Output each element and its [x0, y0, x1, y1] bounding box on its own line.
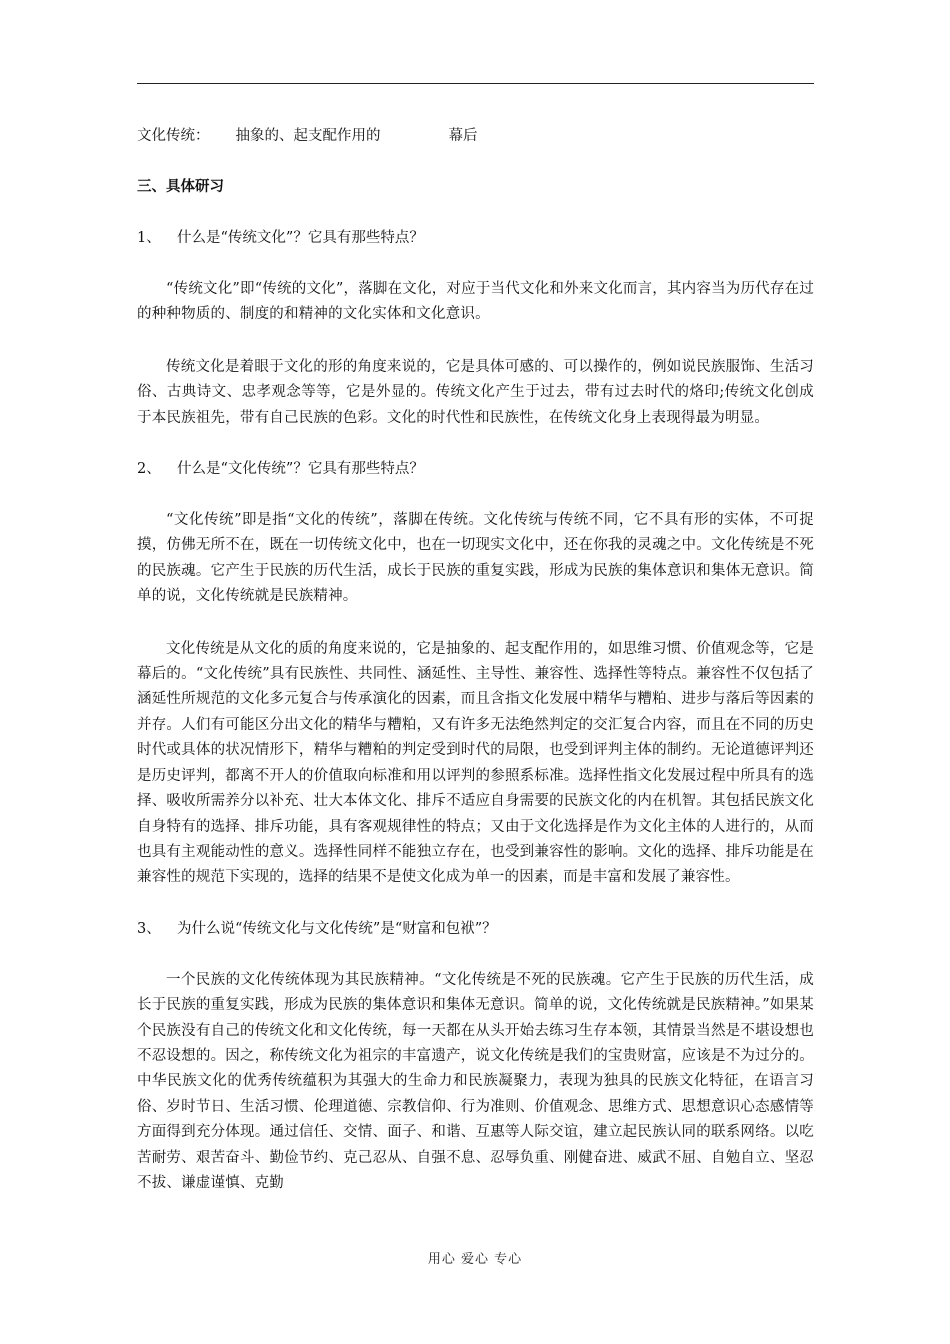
question-text: 什么是“传统文化”？它具有那些特点？: [177, 230, 424, 246]
question-number: 1、: [137, 230, 161, 246]
question-text: 什么是“文化传统”？它具有那些特点？: [177, 461, 424, 478]
question-1: [137, 226, 814, 251]
document-body: [137, 124, 814, 1196]
question-text: 为什么说“传统文化与文化传统”是“财富和包袱”？: [177, 920, 497, 937]
paragraph-cultural-tradition-definition: “文化传统”即是指“文化的传统”，落脚在传统。文化传统与传统不同，它不具有形的实体，不可捉摸，仿佛无所不在，既在一切传统文化中，也在一切现实文化中，还在你我的灵魂之中。文化传统是不死的民族魂。它产生于民族的历代生活，成长于民族的重复实践，形成为民族的集体意识和集体无意识。简单的说，文化传统就是民族精神。: [137, 512, 814, 605]
summary-label: 文化传统：: [137, 128, 210, 144]
question-number: 2、: [137, 461, 161, 478]
paragraph-wealth-and-burden: 一个民族的文化传统体现为其民族精神。“文化传统是不死的民族魂。它产生于民族的历代生活，成长于民族的重复实践，形成为民族的集体意识和集体无意识。简单的说，文化传统就是民族精神。”如果某个民族没有自己的传统文化和文化传统，每一天都在从头开始去练习生存本领，其情景当然是不堪设想也不忍设想的。因之，称传统文化为祖宗的丰富遗产，说文化传统是我们的宝贵财富，应该是不为过分的。中华民族文化的优秀传统蕴积为其强大的生命力和民族凝聚力，表现为独具的民族文化特征，在语言习俗、岁时节日、生活习惯、伦理道德、宗教信仰、行为准则、价值观念、思维方式、思想意识心态感情等方面得到充分体现。通过信任、交情、面子、和谐、互惠等人际交谊，建立起民族认同的联系网络。以吃苦耐劳、艰苦奋斗、勤俭节约、克己忍从、自强不息、忍辱负重、刚健奋进、威武不屈、自勉自立、坚忍不拔、谦虚谨慎、克勤: [137, 971, 814, 1191]
question-3: [137, 917, 814, 942]
header-rule: [137, 83, 814, 84]
question-number: 3、: [137, 920, 161, 937]
paragraph-traditional-culture-definition: “传统文化”即“传统的文化”，落脚在文化，对应于当代文化和外来文化而言，其内容当为历代存在过的种种物质的、制度的和精神的文化实体和文化意识。: [137, 281, 814, 323]
summary-desc: 抽象的、起支配作用的: [235, 128, 381, 144]
summary-position: 幕后: [448, 128, 478, 144]
question-2: [137, 457, 814, 482]
paragraph-traditional-culture-features: 传统文化是着眼于文化的形的角度来说的，它是具体可感的、可以操作的，例如说民族服饰、生活习俗、古典诗文、忠孝观念等等，它是外显的。传统文化产生于过去，带有过去时代的烙印;传统文化创成于本民族祖先，带有自己民族的色彩。文化的时代性和民族性，在传统文化身上表现得最为明显。: [137, 358, 814, 426]
summary-line: [137, 124, 814, 149]
section-title: 三、具体研习: [137, 179, 224, 195]
paragraph-cultural-tradition-features: 文化传统是从文化的质的角度来说的，它是抽象的、起支配作用的，如思维习惯、价值观念等，它是幕后的。“文化传统”具有民族性、共同性、涵延性、主导性、兼容性、选择性等特点。兼容性不仅包括了涵延性所规范的文化多元复合与传承演化的因素，而且含指文化发展中精华与糟粕、进步与落后等因素的并存。人们有可能区分出文化的精华与糟粕，又有许多无法绝然判定的交汇复合内容，而且在不同的历史时代或具体的状况情形下，精华与糟粕的判定受到时代的局限，也受到评判主体的制约。无论道德评判还是历史评判，都离不开人的价值取向标准和用以评判的参照系标准。选择性指文化发展过程中所具有的选择、吸收所需养分以补充、壮大本体文化、排斥不适应自身需要的民族文化的内在机智。其包括民族文化自身特有的选择、排斥功能，具有客观规律性的特点；又由于文化选择是作为文化主体的人进行的，从而也具有主观能动性的意义。选择性同样不能独立存在，也受到兼容性的影响。文化的选择、排斥功能是在兼容性的规范下实现的，选择的结果不是使文化成为单一的因素，而是丰富和发展了兼容性。: [137, 640, 814, 886]
page-footer: 用心 爱心 专心: [427, 1252, 523, 1267]
